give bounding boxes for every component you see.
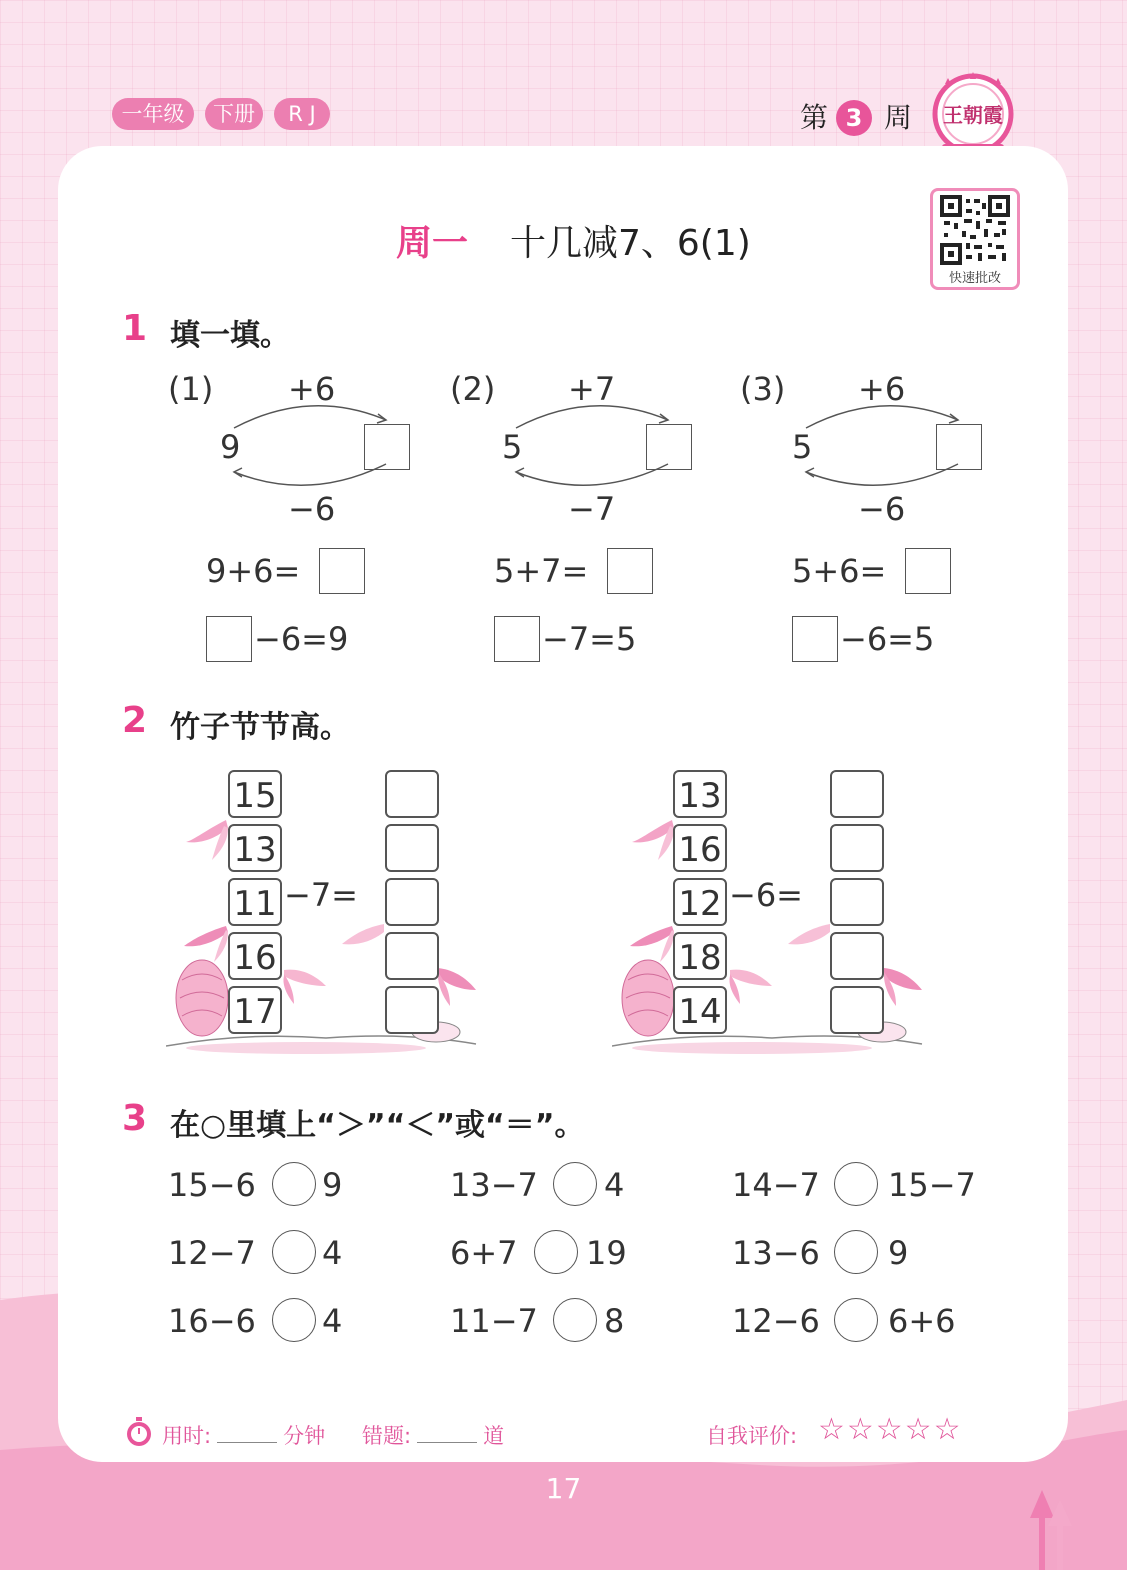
- compare-circle[interactable]: [272, 1230, 316, 1274]
- time-label: 用时:: [162, 1424, 212, 1448]
- week-prefix: 第: [800, 101, 829, 134]
- group-1-eq2: −6=9: [254, 620, 349, 658]
- bamboo-1-segment: 15: [228, 770, 282, 818]
- compare-left: 16−6: [168, 1302, 256, 1340]
- compare-left: 12−7: [168, 1234, 256, 1272]
- group-3-sub-op: −6: [858, 490, 906, 528]
- corner-arrows-decoration: [1028, 1490, 1076, 1570]
- bamboo-1-operation: −7=: [284, 876, 358, 914]
- bamboo-2-answer-segment[interactable]: [830, 932, 884, 980]
- group-3-eq1-box[interactable]: [905, 548, 951, 594]
- bamboo-2-segment: 16: [673, 824, 727, 872]
- errors-field[interactable]: [362, 1420, 504, 1450]
- bamboo-2-answer-segment[interactable]: [830, 878, 884, 926]
- rating-stars[interactable]: ☆☆☆☆☆: [818, 1412, 963, 1447]
- stopwatch-icon: [124, 1416, 154, 1448]
- errors-blank[interactable]: [417, 1422, 477, 1443]
- edition-tag: R J: [274, 98, 330, 130]
- group-3-start: 5: [792, 428, 813, 466]
- svg-text:王朝霞: 王朝霞: [943, 103, 1003, 127]
- group-1-eq1-box[interactable]: [319, 548, 365, 594]
- compare-right: 15−7: [888, 1166, 976, 1204]
- group-1-sub-op: −6: [288, 490, 336, 528]
- group-2-eq1-box[interactable]: [607, 548, 653, 594]
- compare-circle[interactable]: [834, 1230, 878, 1274]
- week-number-badge: 3: [836, 100, 872, 136]
- compare-right: 4: [604, 1166, 625, 1204]
- time-unit: 分钟: [283, 1424, 326, 1448]
- section-1-number: 1: [122, 308, 148, 349]
- compare-circle[interactable]: [834, 1162, 878, 1206]
- section-3-number: 3: [122, 1098, 148, 1139]
- time-field[interactable]: [162, 1420, 325, 1450]
- section-2-title: 竹子节节高。: [170, 710, 350, 745]
- time-blank[interactable]: [217, 1422, 277, 1443]
- bamboo-2-segment: 12: [673, 878, 727, 926]
- bamboo-1-answer-segment[interactable]: [385, 824, 439, 872]
- bamboo-1-answer-segment[interactable]: [385, 770, 439, 818]
- compare-right: 4: [322, 1302, 343, 1340]
- compare-left: 12−6: [732, 1302, 820, 1340]
- section-3-title: 在○里填上“＞”“＜”或“＝”。: [170, 1108, 585, 1143]
- group-3-add-op: +6: [858, 370, 906, 408]
- group-1-eq2-box[interactable]: [206, 616, 252, 662]
- qr-code-icon: [940, 195, 1010, 265]
- compare-right: 9: [888, 1234, 909, 1272]
- group-3-arrows: [792, 398, 972, 492]
- compare-right: 4: [322, 1234, 343, 1272]
- group-3-eq1: 5+6=: [792, 552, 887, 590]
- group-2-eq2-box[interactable]: [494, 616, 540, 662]
- bamboo-2-segment: 13: [673, 770, 727, 818]
- group-3-label: (3): [740, 370, 786, 408]
- compare-left: 13−7: [450, 1166, 538, 1204]
- compare-right: 8: [604, 1302, 625, 1340]
- bamboo-1-segment: 17: [228, 986, 282, 1034]
- bamboo-1-answer-segment[interactable]: [385, 986, 439, 1034]
- week-suffix: 周: [884, 101, 913, 134]
- compare-right: 6+6: [888, 1302, 956, 1340]
- bamboo-scene-2-decoration: [612, 800, 932, 1060]
- compare-circle[interactable]: [272, 1162, 316, 1206]
- errors-unit: 道: [483, 1424, 505, 1448]
- compare-circle[interactable]: [553, 1162, 597, 1206]
- group-1-start: 9: [220, 428, 241, 466]
- lesson-topic: 十几减7、6(1): [510, 223, 751, 264]
- compare-left: 15−6: [168, 1166, 256, 1204]
- group-2-eq1: 5+7=: [494, 552, 589, 590]
- page-number: 17: [545, 1472, 582, 1505]
- group-2-eq2: −7=5: [542, 620, 637, 658]
- group-2-start: 5: [502, 428, 523, 466]
- lesson-day: 周一: [396, 223, 469, 264]
- self-eval-label: 自我评价:: [706, 1424, 798, 1448]
- bamboo-1-segment: 11: [228, 878, 282, 926]
- compare-left: 14−7: [732, 1166, 820, 1204]
- group-2-label: (2): [450, 370, 496, 408]
- compare-left: 6+7: [450, 1234, 518, 1272]
- bamboo-2-segment: 18: [673, 932, 727, 980]
- compare-circle[interactable]: [272, 1298, 316, 1342]
- qr-code[interactable]: [930, 188, 1020, 290]
- bamboo-1-segment: 13: [228, 824, 282, 872]
- bamboo-2-answer-segment[interactable]: [830, 770, 884, 818]
- group-2-arrows: [502, 398, 682, 492]
- group-2-sub-op: −7: [568, 490, 616, 528]
- bamboo-2-answer-segment[interactable]: [830, 824, 884, 872]
- bamboo-1-answer-segment[interactable]: [385, 878, 439, 926]
- group-3-eq2: −6=5: [840, 620, 935, 658]
- compare-circle[interactable]: [534, 1230, 578, 1274]
- group-1-arrows: [220, 398, 400, 492]
- bamboo-2-operation: −6=: [729, 876, 803, 914]
- compare-right: 9: [322, 1166, 343, 1204]
- section-1-title: 填一填。: [170, 318, 290, 353]
- qr-label: 快速批改: [948, 271, 1001, 286]
- compare-left: 13−6: [732, 1234, 820, 1272]
- compare-left: 11−7: [450, 1302, 538, 1340]
- group-1-add-op: +6: [288, 370, 336, 408]
- group-1-label: (1): [168, 370, 214, 408]
- section-2-number: 2: [122, 700, 148, 741]
- bamboo-2-answer-segment[interactable]: [830, 986, 884, 1034]
- grade-tag: 一年级: [112, 98, 194, 130]
- bamboo-2-segment: 14: [673, 986, 727, 1034]
- errors-label: 错题:: [362, 1424, 412, 1448]
- volume-tag: 下册: [205, 98, 263, 130]
- compare-circle[interactable]: [834, 1298, 878, 1342]
- group-3-eq2-box[interactable]: [792, 616, 838, 662]
- bamboo-1-segment: 16: [228, 932, 282, 980]
- compare-right: 19: [586, 1234, 627, 1272]
- bamboo-1-answer-segment[interactable]: [385, 932, 439, 980]
- compare-circle[interactable]: [553, 1298, 597, 1342]
- group-2-add-op: +7: [568, 370, 616, 408]
- group-1-eq1: 9+6=: [206, 552, 301, 590]
